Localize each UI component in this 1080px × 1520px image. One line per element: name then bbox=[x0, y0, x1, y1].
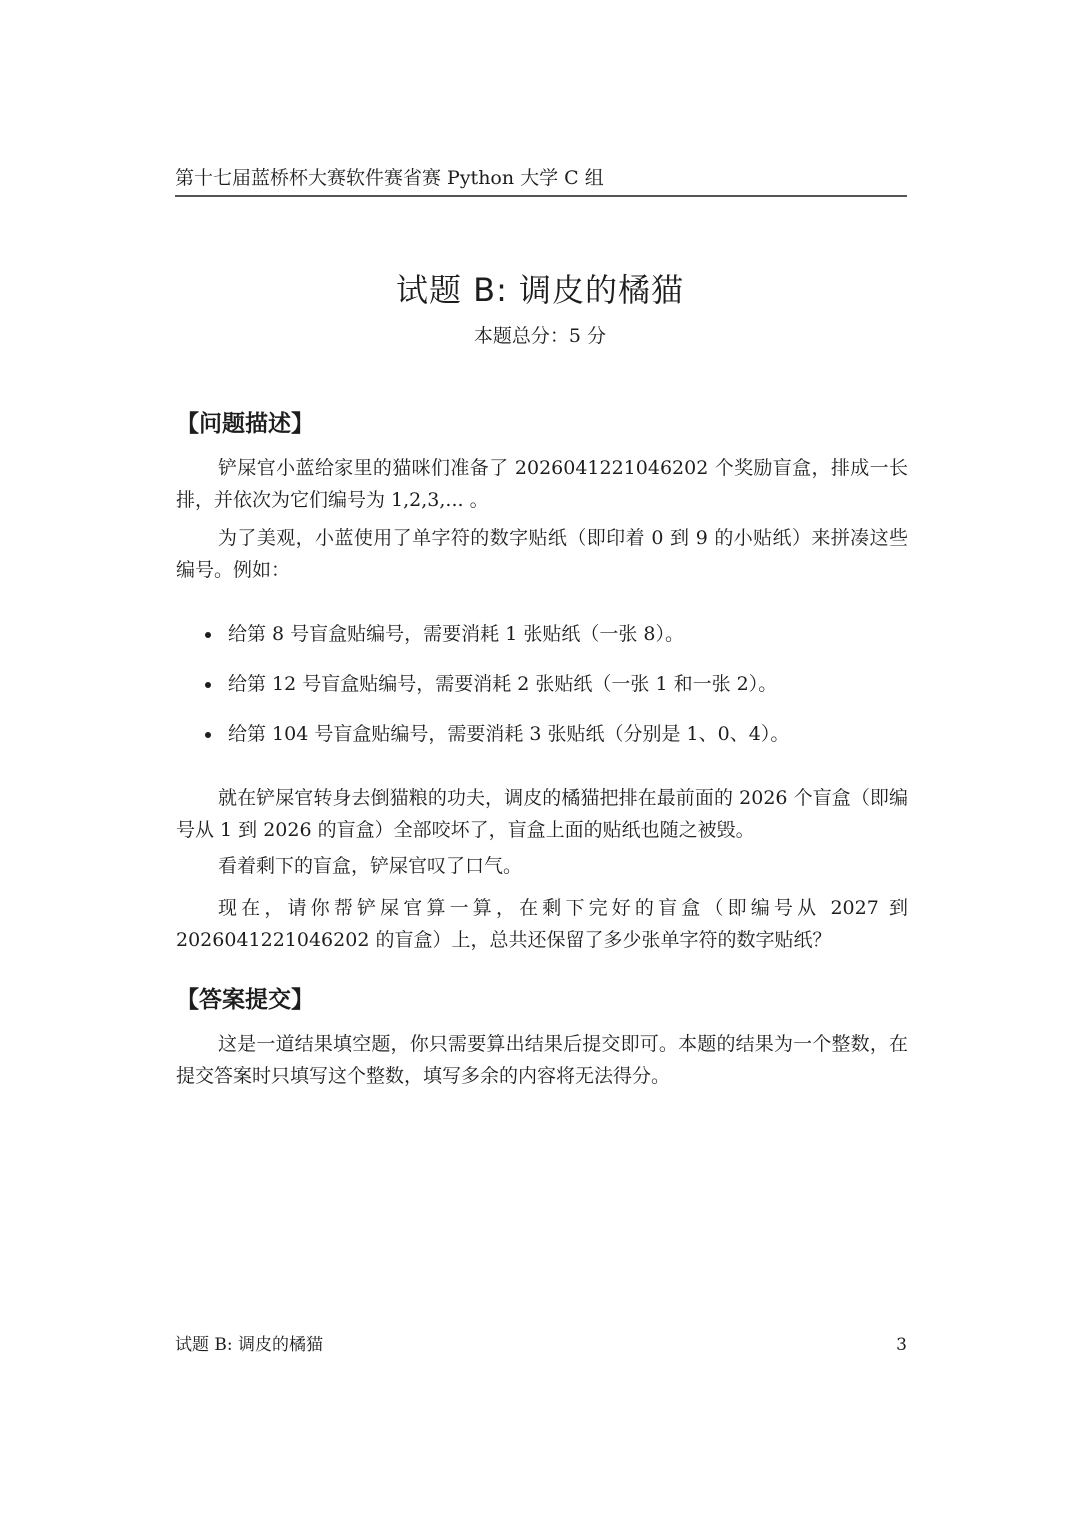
submission-paragraph: 这是一道结果填空题，你只需要算出结果后提交即可。本题的结果为一个整数，在提交答案时只填写这个整数，填写多余的内容将无法得分。 bbox=[176, 1033, 908, 1087]
running-header: 第十七届蓝桥杯大赛软件赛省赛 Python 大学 C 组 bbox=[175, 166, 907, 197]
page-number: 3 bbox=[896, 1335, 907, 1355]
running-footer bbox=[175, 1333, 907, 1357]
bullet-icon bbox=[205, 632, 211, 638]
example-text: 给第 8 号盲盒贴编号，需要消耗 1 张贴纸（一张 8）。 bbox=[228, 623, 684, 645]
description-paragraph-4: 看着剩下的盲盒，铲屎官叹了口气。 bbox=[218, 855, 523, 877]
description-paragraph-2: 为了美观，小蓝使用了单字符的数字贴纸（即印着 0 到 9 的小贴纸）来拼凑这些编号。例如： bbox=[176, 527, 908, 581]
description-heading: 【问题描述】 bbox=[176, 411, 314, 437]
bullet-icon bbox=[205, 732, 211, 738]
problem-score: 本题总分：5 分 bbox=[473, 325, 607, 347]
example-text: 给第 104 号盲盒贴编号，需要消耗 3 张贴纸（分别是 1、0、4）。 bbox=[228, 723, 790, 745]
bullet-icon bbox=[205, 682, 211, 688]
problem-title: 试题 B: 调皮的橘猫 bbox=[395, 271, 685, 309]
example-text: 给第 12 号盲盒贴编号，需要消耗 2 张贴纸（一张 1 和一张 2）。 bbox=[228, 673, 778, 695]
example-list bbox=[202, 618, 902, 768]
example-item bbox=[202, 668, 902, 700]
description-paragraph-3: 就在铲屎官转身去倒猫粮的功夫，调皮的橘猫把排在最前面的 2026 个盲盒（即编号从 1 到 2026 的盲盒）全部咬坏了，盲盒上面的贴纸也随之被毁。 bbox=[176, 787, 908, 841]
example-item bbox=[202, 618, 902, 650]
footer-label: 试题 B: 调皮的橘猫 bbox=[175, 1335, 324, 1355]
description-paragraph-1: 铲屎官小蓝给家里的猫咪们准备了 2026041221046202 个奖励盲盒，排成一长排，并依次为它们编号为 1,2,3,... 。 bbox=[176, 457, 908, 511]
example-item bbox=[202, 718, 902, 750]
submission-heading: 【答案提交】 bbox=[176, 987, 314, 1013]
description-paragraph-5: 现在，请你帮铲屎官算一算，在剩下完好的盲盒（即编号从 2027 到 2026041221046202 的盲盒）上，总共还保留了多少张单字符的数字贴纸？ bbox=[176, 897, 908, 951]
